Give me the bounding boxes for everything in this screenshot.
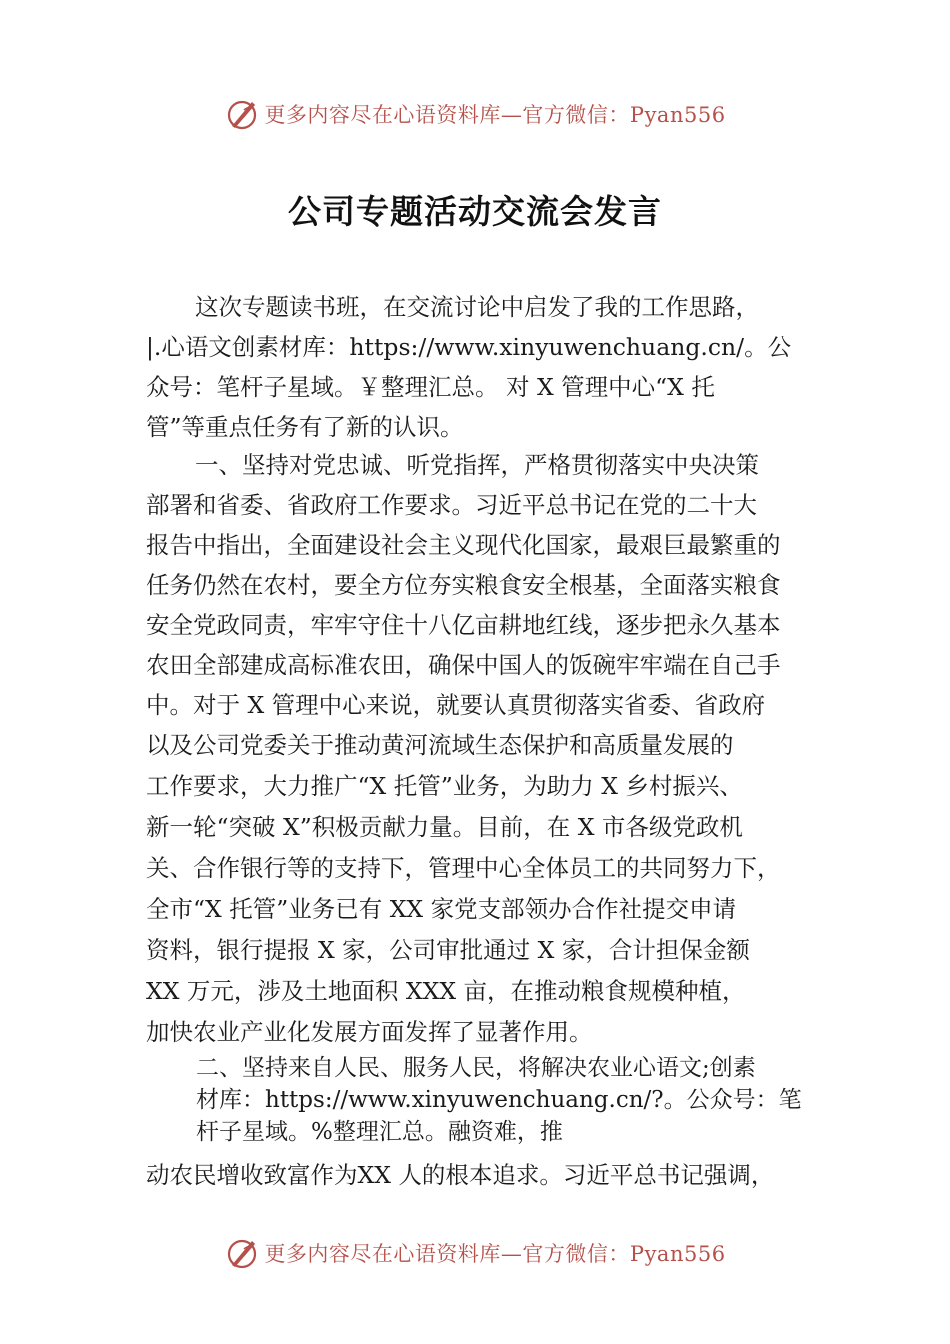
text-line: 一、坚持对党忠诚、听党指挥，严格贯彻落实中央决策	[195, 451, 759, 479]
document-title: 公司专题活动交流会发言	[288, 192, 662, 231]
pen-circle-logo-icon	[224, 1235, 260, 1271]
watermark-footer	[0, 1233, 950, 1273]
text-line: 安全党政同责，牢牢守住十八亿亩耕地红线，逐步把永久基本	[146, 611, 781, 639]
paragraph-2	[146, 445, 826, 1052]
paragraph-3	[146, 1052, 826, 1148]
text-line: 杆子星域。%整理汇总。融资难，推	[196, 1119, 563, 1145]
text-line: 众号：笔杆子星域。￥整理汇总。 对 X 管理中心“X 托	[146, 373, 715, 401]
text-line: 资料，银行提报 X 家，公司审批通过 X 家，合计担保金额	[146, 936, 750, 964]
pen-circle-logo-icon	[224, 96, 260, 132]
text-line: XX 万元，涉及土地面积 XXX 亩，在推动粮食规模种植，	[146, 977, 746, 1005]
text-line: 动农民增收致富作为XX 人的根本追求。习近平总书记强调，	[146, 1161, 775, 1189]
watermark-text: 更多内容尽在心语资料库—官方微信：Pyan556	[264, 103, 726, 127]
text-line: 以及公司党委关于推动黄河流域生态保护和高质量发展的	[146, 731, 734, 759]
text-line: 关、合作银行等的支持下，管理中心全体员工的共同努力下，	[146, 854, 781, 882]
text-line: 部署和省委、省政府工作要求。习近平总书记在党的二十大	[146, 491, 757, 519]
text-line: 管”等重点任务有了新的认识。	[146, 413, 464, 441]
text-line: 农田全部建成高标准农田，确保中国人的饭碗牢牢端在自己手	[146, 651, 781, 679]
text-line: 加快农业产业化发展方面发挥了显著作用。	[146, 1018, 593, 1046]
text-line: 全市“X 托管”业务已有 XX 家党支部领办合作社提交申请	[146, 895, 737, 923]
text-line: 材库：https://www.xinyuwenchuang.cn/?。公众号：笔	[196, 1087, 802, 1113]
text-line: 二、坚持来自人民、服务人民，将解决农业心语文;创素	[196, 1055, 756, 1081]
paragraph-3-tail	[146, 1155, 826, 1195]
text-line: 任务仍然在农村，要全方位夯实粮食安全根基，全面落实粮食	[146, 571, 781, 599]
text-line: 这次专题读书班，在交流讨论中启发了我的工作思路，	[195, 293, 759, 321]
text-line: 新一轮“突破 X”积极贡献力量。目前，在 X 市各级党政机	[146, 813, 743, 841]
watermark-header	[0, 94, 950, 134]
text-line: 中。对于 X 管理中心来说，就要认真贯彻落实省委、省政府	[146, 691, 766, 719]
watermark-text: 更多内容尽在心语资料库—官方微信：Pyan556	[264, 1242, 726, 1266]
text-line: 报告中指出，全面建设社会主义现代化国家，最艰巨最繁重的	[146, 531, 781, 559]
text-line: |.心语文创素材库：https://www.xinyuwenchuang.cn/。公	[146, 333, 792, 361]
paragraph-1	[146, 287, 826, 447]
text-line: 工作要求，大力推广“X 托管”业务，为助力 X 乡村振兴、	[146, 772, 743, 800]
